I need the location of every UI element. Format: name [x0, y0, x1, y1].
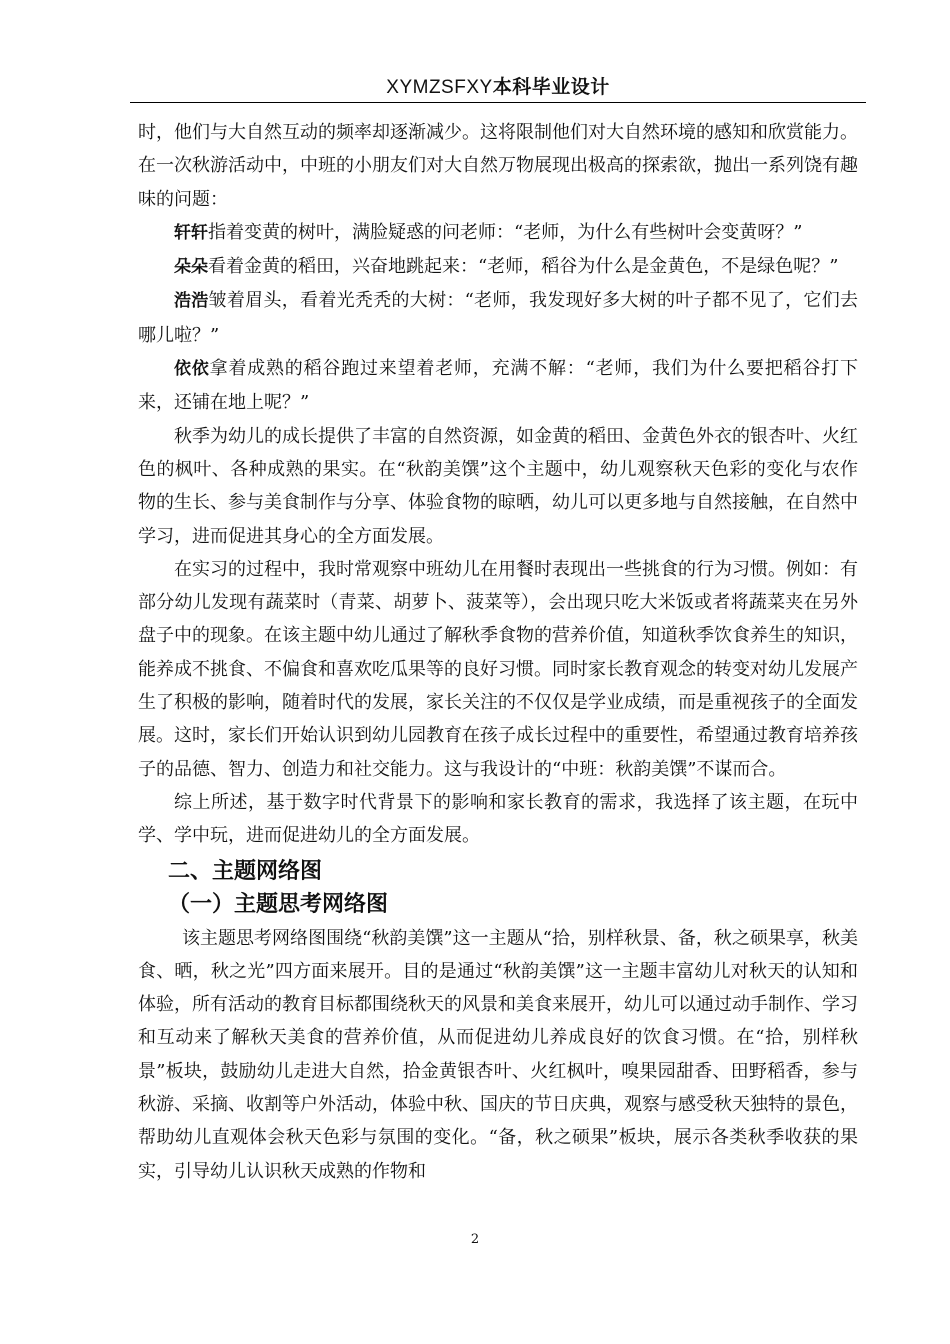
header-rule: [130, 102, 866, 103]
dialog-text: 看着金黄的稻田，兴奋地跳起来：“老师，稻谷为什么是金黄色，不是绿色呢？”: [208, 256, 839, 278]
speaker-name: 朵朵: [174, 257, 208, 278]
paragraph-network-description: 该主题思考网络图围绕“秋韵美馔”这一主题从“拾，别样秋景、备，秋之硕果享，秋美食、晒，秋之光”四方面来展开。目的是通过“秋韵美馔”这一主题丰富幼儿对秋天的认知和体验，所有活动的教育目标都围绕秋天的风景和美食来展开，幼儿可以通过动手制作、学习和互动来了解秋天美食的营养价值，从而促进幼儿养成良好的饮食习惯。在“拾，别样秋景”板块，鼓励幼儿走进大自然，拾金黄银杏叶、火红枫叶，嗅果园甜香、田野稻香，参与秋游、采摘、收割等户外活动，体验中秋、国庆的节日庆典，观察与感受秋天独特的景色，帮助幼儿直观体会秋天色彩与氛围的变化。“备，秋之硕果”板块，展示各类秋季收获的果实，引导幼儿认识秋天成熟的作物和: [138, 927, 858, 1182]
paragraph-autumn-resources: 秋季为幼儿的成长提供了丰富的自然资源，如金黄的稻田、金黄色外衣的银杏叶、火红色的枫叶、各种成熟的果实。在“秋韵美馔”这个主题中，幼儿观察秋天色彩的变化与农作物的生长、参与美食制作与分享、体验食物的晾晒，幼儿可以更多地与自然接触，在自然中学习，进而促进其身心的全方面发展。: [138, 425, 858, 547]
speaker-name: 浩浩: [174, 291, 209, 312]
header-title: 本科毕业设计: [492, 76, 610, 98]
subsection-heading: （一）主题思考网络图: [168, 891, 389, 917]
paragraph-summary: 综上所述，基于数字时代背景下的影响和家长教育的需求，我选择了该主题，在玩中学、学中玩，进而促进幼儿的全方面发展。: [138, 791, 858, 847]
paragraph-intro-continued: 时，他们与大自然互动的频率却逐渐减少。这将限制他们对大自然环境的感知和欣赏能力。在一次秋游活动中，中班的小朋友们对大自然万物展现出极高的探索欲，抛出一系列饶有趣味的问题：: [138, 122, 858, 210]
section-heading: 二、主题网络图: [168, 858, 323, 884]
speaker-name: 轩轩: [174, 222, 208, 243]
page-number: 2: [470, 1232, 480, 1247]
dialog-line: [138, 216, 858, 250]
page-body: [138, 116, 858, 1188]
header-code: XYMZSFXY: [386, 77, 493, 98]
dialog-text: 皱着眉头，看着光秃秃的大树：“老师，我发现好多大树的叶子都不见了，它们去哪儿啦？”: [138, 290, 859, 346]
page-header: [130, 72, 866, 102]
dialog-line: [138, 284, 858, 352]
paragraph-internship: 在实习的过程中，我时常观察中班幼儿在用餐时表现出一些挑食的行为习惯。例如：有部分幼儿发现有蔬菜时（青菜、胡萝卜、菠菜等），会出现只吃大米饭或者将蔬菜夹在另外盘子中的现象。在该主题中幼儿通过了解秋季食物的营养价值，知道秋季饮食养生的知识，能养成不挑食、不偏食和喜欢吃瓜果等的良好习惯。同时家长教育观念的转变对幼儿发展产生了积极的影响，随着时代的发展，家长关注的不仅仅是学业成绩，而是重视孩子的全面发展。这时，家长们开始认识到幼儿园教育在孩子成长过程中的重要性，希望通过教育培养孩子的品德、智力、创造力和社交能力。这与我设计的“中班：秋韵美馔”不谋而合。: [138, 558, 858, 780]
dialog-text: 拿着成熟的稻谷跑过来望着老师，充满不解：“老师，我们为什么要把稻谷打下来，还铺在地上呢？”: [138, 358, 859, 414]
dialog-line: [138, 352, 858, 420]
dialog-text: 指着变黄的树叶，满脸疑惑的问老师：“老师，为什么有些树叶会变黄呀？”: [208, 221, 803, 243]
speaker-name: 依依: [174, 359, 210, 380]
dialog-line: [138, 250, 858, 284]
